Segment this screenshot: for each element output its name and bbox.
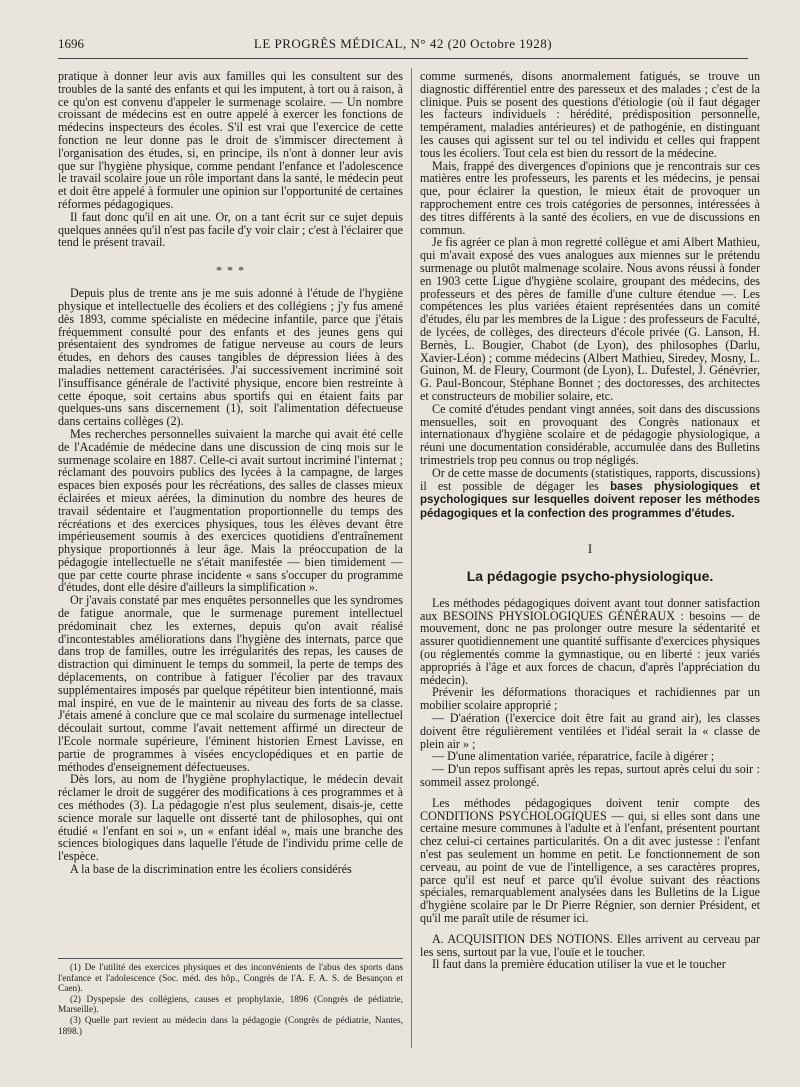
paragraph: Depuis plus de trente ans je me suis adonné à l'étude de l'hygiène physique et intellectuelle des écoliers et des collégiens ; j'y fus amené dès 1893, comme spécialiste en médecine infantile, parce que j'étais fréquemment consulté pour des enfants et des jeunes gens qui présentaient des syndromes de fatigue nerveuse au cours de leurs études, en dehors des causes tangibles de dépression liées à des maladies nettement caractérisées. J'ai successivement incriminé soit l'insuffisance générale de l'activité physique, encore bien restreinte à cette époque, soit certains abus sportifs qui en étaient faits par quelques-uns sans discernement (1), soit l'alimentation défectueuse dans certains collèges (2). (58, 286, 403, 429)
header-rule (58, 58, 748, 59)
paragraph: comme surmenés, disons anormalement fatigués, se trouve un diagnostic différentiel entre des paresseux et des malades ; c'est de la clinique. Puis se posent des questions d'étiologie (où il faut dégager les facteurs individuels : hérédité, prédisposition personnelle, tempérament, maladies antérieures) et de pathogénie, en distinguant les causes qui agissent sur tel ou tel individu et celles qui frappent tous les écoliers. Tout cela est bien du ressort de la médecine. (420, 69, 760, 160)
footnote: (3) Quelle part revient au médecin dans la pédagogie (Congrès de pédiatrie, Nantes, 1898.) (58, 1015, 403, 1037)
paragraph: Je fis agréer ce plan à mon regretté collègue et ami Albert Mathieu, qui m'avait exposé des vues analogues aux miennes sur le prétendu surmenage ou plutôt malmenage scolaire. Nous avons réussi à fonder en 1903 cette Ligue d'hygiène scolaire, groupant des médecins, des professeurs et des pères de famille d'une culture étendue —. Les compétences les plus variées étaient représentées dans un comité d'études, élu par les membres de la Ligue : des professeurs de Faculté, de lycées, de collèges, des directeurs d'école privée (G. Lanson, H. Bernès, L. Bougier, Chabot (de Lyon), des philosophes (Darlu, Xavier-Léon) ; comme médecins (Albert Mathieu, Siredey, Mosny, L. Guinon, M. de Fleury, Courmont (de Lyon), L. Dufestel, J. Génévrier, G. Paul-Boncour, Stéphane Bonnet ; des doctoresses, des architectes et constructeurs de mobilier solaire, etc. (420, 235, 760, 403)
section-number: I (587, 540, 593, 556)
paragraph: Les méthodes pédagogiques doivent tenir compte des CONDITIONS PSYCHOLOGIQUES — qui, si elles sont dans une certaine mesure communes à l'adulte et à l'enfant, présentent pourtant chez celui-ci certaines particularités. On a dit avec justesse : l'enfant n'est pas seulement un homme en petit. Le fonctionnement de son cerveau, au point de vue de l'intelligence, a ses caractères propres, parce qu'il est neuf et parce qu'il évolue suivant des réactions spéciales, remarquablement analysées dans les Bulletins de la Ligue d'hygiène scolaire par le Dr Pierre Régnier, son dernier Président, et qu'il me paraît utile de résumer ici. (420, 795, 760, 926)
left-column (58, 70, 403, 876)
footnote: (2) Dyspepsie des collégiens, causes et prophylaxie, 1896 (Congrès de pédiatrie, Marseille). (58, 994, 403, 1016)
footnote: (1) De l'utilité des exercices physiques et des inconvénients de l'abus des sports dans l'enfance et l'adolescence (Soc. méd. des hôp., Congrès de l'A. F. A. S. de Besançon et Caen). (58, 963, 403, 995)
paragraph: — D'un repos suffisant après les repas, surtout après celui du soir : sommeil assez prolongé. (420, 762, 760, 790)
paragraph: A la base de la discrimination entre les écoliers considérés (70, 862, 352, 877)
paragraph: Il faut dans la première éducation utiliser la vue et le toucher (432, 957, 726, 972)
column-divider (411, 68, 412, 1048)
paragraph: Prévenir les déformations thoraciques et rachidiennes par un mobilier scolaire approprié ; (420, 685, 760, 713)
paragraph: A. ACQUISITION DES NOTIONS. Elles arrivent au cerveau par les sens, surtout par la vue, l'ouïe et le toucher. (420, 931, 760, 959)
footnotes (58, 958, 403, 1037)
footnote-rule (58, 958, 403, 959)
running-header (58, 36, 748, 54)
paragraph: — D'une alimentation variée, réparatrice, facile à digérer ; (432, 749, 715, 764)
paragraph: Ce comité d'études pendant vingt années, soit dans des discussions mensuelles, soit en provoquant des Congrès nationaux et internationaux d'hygiène scolaire et de pédagogie physiologique, a réuni une documentation considérable, accumulée dans des Bulletins trimestriels trop peu connus ou trop négligés. (420, 401, 760, 467)
paragraph: Mes recherches personnelles suivaient la marche qui avait été celle de l'Académie de médecine dans une discussion de cinq mois sur le surmenage scolaire en 1887. Celle-ci avait surtout incriminé l'internat ; réclamant des pouvoirs publics des lycées à la campagne, de larges espaces bien exposés pour les récréations, des salles de classes mieux éclairées et mieux aérées, la diminution du nombre des heures de travail sédentaire et l'augmentation proportionnelle du temps des récréations et des exercices physiques, tous les élèves devant être impérieusement soumis à des exercices quotidiens d'entraînement physique proportionnés à leur âge. Mais la préoccupation de la pédagogie intellectuelle ne s'était manifestée — bien timidement — que par cette courte phrase incidente « sans s'occuper du programme d'études, dont elle désire d'ailleurs la simplification ». (58, 426, 403, 595)
paragraph: pratique à donner leur avis aux familles qui les consultent sur des troubles de la santé des enfants et qui les imputent, à tort ou à raison, à ce qu'on est convenu d'appeler le surmenage scolaire. — Un nombre croissant de médecins est en outre appelé à exercer les fonctions de médecins inspecteurs des écoles. S'il est vrai que l'exercice de cette fonction ne leur donne pas le droit de s'immiscer directement à l'organisation des études, si, en principe, ils n'ont à donner leur avis que sur l'hygiène physique, comme pendant l'enfance et l'adolescence le travail scolaire joue un rôle important dans la santé, le médecin peut et doit être appelé à formuler une opinion sur l'opportunité de certaines réformes pédagogiques. (58, 69, 403, 211)
paragraph-text: Or de cette masse de documents (statistiques, rapports, discussions) il est possible de dégager les (420, 465, 760, 493)
paragraph (420, 467, 760, 521)
running-title: LE PROGRÈS MÉDICAL, N° 42 (20 Octobre 1928) (253, 36, 553, 51)
page-number: 1696 (58, 36, 84, 51)
paragraph: Il faut donc qu'il en ait une. Or, on a tant écrit sur ce sujet depuis quelques années qu'il n'est pas facile d'y voir clair ; c'est à l'éclairer que tend le présent travail. (58, 209, 404, 250)
paragraph: Dès lors, au nom de l'hygiène prophylactique, le médecin devait réclamer le droit de suggérer des modifications à ces programmes et à ces méthodes (3). La pédagogie n'est plus seulement, disais-je, cette science morale sur laquelle ont disserté tant de philosophes, qui ont étudié « l'enfant en soi », un « enfant idéal », mais une branche des sciences biologiques dans laquelle l'étude de l'individu prime celle de l'espèce. (58, 772, 403, 864)
paragraph: Or j'avais constaté par mes enquêtes personnelles que les syndromes de fatigue anormale, que le surmenage purement intellectuel prédominait chez les externes, depuis qu'on avait réalisé d'incontestables améliorations dans l'hygiène des internats, parce que dans trop de familles, outre les irrégularités des repas, les causes de distraction qui diminuent le temps du sommeil, la perte de temps des déplacements, on contribue à fatiguer l'écolier par des travaux supplémentaires imposés par quelque répétiteur bien intentionné, mais mal inspiré, en vue de le maintenir au niveau des forts de sa classe. J'étais amené à conclure que ce mal scolaire du surmenage intellectuel découlait surtout, comme l'avait nettement affirmé un directeur de l'Ecole normale supérieure, l'éminent historien Ernest Lavisse, en partie de programmes à visées encyclopédiques et en partie de méthodes d'enseignement défectueuses. (58, 593, 403, 774)
right-column (420, 70, 760, 971)
paragraph: Les méthodes pédagogiques doivent avant tout donner satisfaction aux BESOINS PHYSIOLOGIQUES GÉNÉRAUX : besoins — de mouvement, donc ne pas prolonger outre mesure la sédentarité et assurer quotidiennement une quantité suffisante d'exercices physiques (ou réglementés comme la gymnastique, ou en liberté : jeux variés appropriés à l'âge et aux forces de chacun, d'après l'appréciation du médecin). (420, 595, 760, 687)
section-title: La pédagogie psycho-physiologique. (466, 567, 714, 584)
paragraph: — D'aération (l'exercice doit être fait au grand air), les classes doivent être régulièrement ventilées et l'idéal serait la « classe de plein air » ; (420, 711, 760, 751)
paragraph: Mais, frappé des divergences d'opinions que je rencontrais sur ces matières entre les professeurs, les parents et les médecins, je pensai que, pour éclairer la question, le mieux était de provoquer un rapprochement entre ces trois catégories de personnes, intéressées à des titres différents à la santé des écoliers, en vue de discussions en commun. (420, 158, 760, 237)
emphasized-text: bases physiologiques et psychologiques sur lesquelles doivent reposer les méthodes pédagogiques et la confection des programmes d'études. (420, 480, 760, 521)
section-separator: * * * (216, 263, 245, 278)
